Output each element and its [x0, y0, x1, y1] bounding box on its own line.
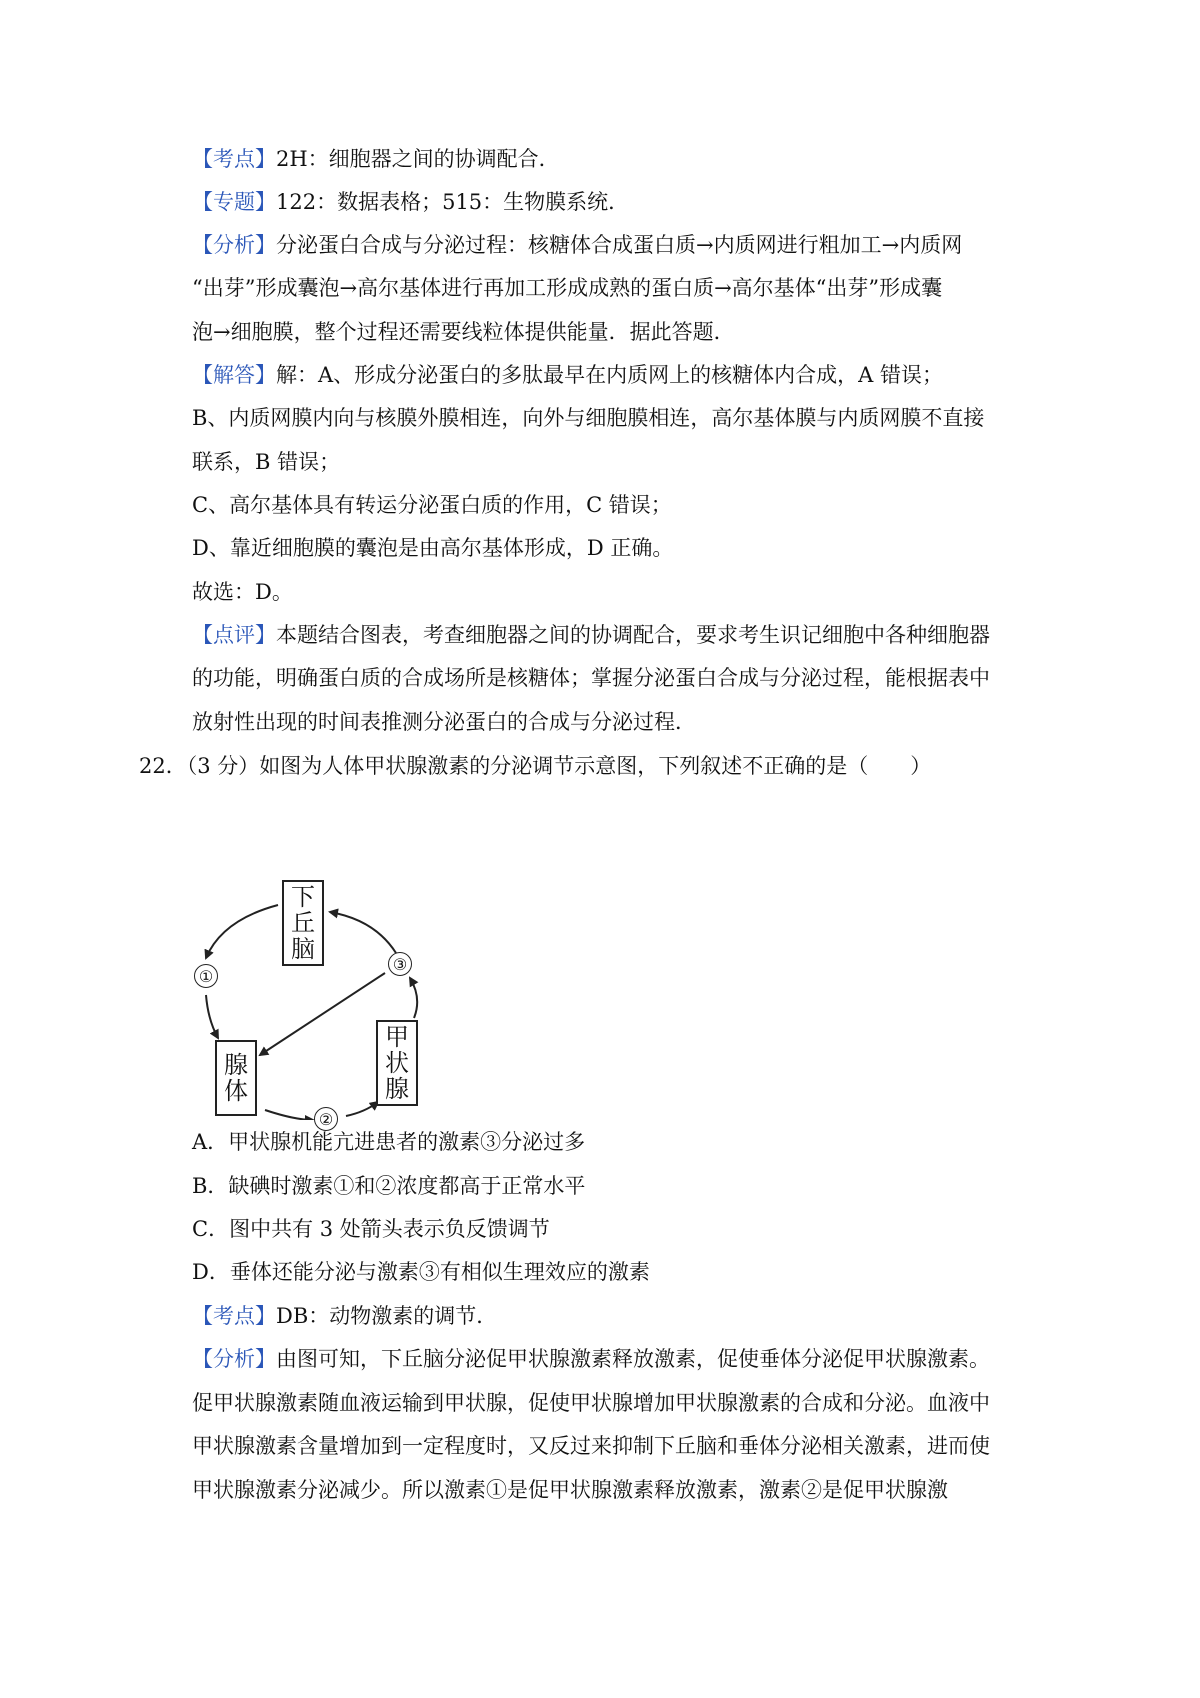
- jieda-text-5: D、靠近细胞膜的囊泡是由高尔基体形成，D 正确。: [192, 536, 674, 560]
- answer-text: 故选：D。: [192, 580, 293, 604]
- jieda-line-3: [192, 448, 340, 476]
- option-d-text: D．垂体还能分泌与激素③有相似生理效应的激素: [192, 1260, 650, 1284]
- question-number: 22．: [139, 754, 187, 778]
- fenxi-text-b2: 促甲状腺激素随血液运输到甲状腺，促使甲状腺增加甲状腺激素的合成和分泌。血液中: [192, 1391, 990, 1415]
- fenxi-text-3: 泡→细胞膜，整个过程还需要线粒体提供能量．据此答题．: [192, 320, 735, 344]
- jieda-text: 解：A、形成分泌蛋白的多肽最早在内质网上的核糖体内合成，A 错误；: [276, 363, 944, 387]
- option-c: [192, 1215, 550, 1243]
- label-1: ①: [194, 964, 218, 988]
- hypothalamus-box: [282, 880, 324, 966]
- option-a: [192, 1128, 585, 1156]
- fenxi-tag: 【分析】: [192, 233, 276, 257]
- option-d: [192, 1258, 650, 1286]
- fenxi-line-b3: [192, 1432, 990, 1460]
- option-a-text: A．甲状腺机能亢进患者的激素③分泌过多: [192, 1130, 586, 1154]
- pituitary-char-1: 腺: [224, 1051, 248, 1079]
- thyroid-regulation-diagram: [198, 880, 460, 1129]
- thyroid-box: [376, 1020, 418, 1106]
- question-text: （3 分）如图为人体甲状腺激素的分泌调节示意图，下列叙述不正确的是（ ）: [186, 754, 932, 778]
- dianping-tag: 【点评】: [192, 623, 276, 647]
- hypothalamus-char-3: 脑: [291, 935, 315, 963]
- fenxi-text: 分泌蛋白合成与分泌过程：核糖体合成蛋白质→内质网进行粗加工→内质网: [276, 233, 963, 257]
- option-b: [192, 1172, 585, 1200]
- fenxi-line-3: [192, 318, 735, 346]
- jieda-line-5: [192, 534, 673, 562]
- fenxi-line-b2: [192, 1389, 990, 1417]
- fenxi-text-b: 由图可知，下丘脑分泌促甲状腺激素释放激素，促使垂体分泌促甲状腺激素。: [276, 1347, 990, 1371]
- thyroid-char-2: 状: [385, 1049, 409, 1077]
- hypothalamus-char-2: 丘: [291, 909, 315, 937]
- fenxi-text-2: “出芽”形成囊泡→高尔基体进行再加工形成成熟的蛋白质→高尔基体“出芽”形成囊: [192, 276, 943, 300]
- fenxi-text-b3: 甲状腺激素含量增加到一定程度时，又反过来抑制下丘脑和垂体分泌相关激素，进而使: [192, 1434, 990, 1458]
- hypothalamus-char-1: 下: [291, 883, 315, 911]
- answer-line: [192, 578, 293, 606]
- dianping-text-3: 放射性出现的时间表推测分泌蛋白的合成与分泌过程．: [192, 710, 696, 734]
- question-22: [139, 752, 931, 780]
- jieda-text-4: C、高尔基体具有转运分泌蛋白质的作用，C 错误；: [192, 493, 672, 517]
- thyroid-char-1: 甲: [385, 1023, 409, 1051]
- fenxi-line-b4: [192, 1476, 948, 1504]
- jieda-tag: 【解答】: [192, 363, 276, 387]
- thyroid-char-3: 腺: [385, 1075, 409, 1103]
- dianping-text-2: 的功能，明确蛋白质的合成场所是核糖体；掌握分泌蛋白合成与分泌过程，能根据表中: [192, 666, 990, 690]
- kaodian-text: 2H：细胞器之间的协调配合．: [276, 147, 560, 171]
- kaodian-line-2: [192, 1302, 497, 1330]
- dianping-text: 本题结合图表，考查细胞器之间的协调配合，要求考生识记细胞中各种细胞器: [276, 623, 990, 647]
- label-3: ③: [388, 952, 412, 976]
- pituitary-char-2: 体: [224, 1077, 248, 1105]
- zhuanti-text: 122：数据表格；515：生物膜系统．: [276, 190, 630, 214]
- fenxi-line-b: [192, 1345, 990, 1373]
- option-b-text: B．缺碘时激素①和②浓度都高于正常水平: [192, 1174, 586, 1198]
- jieda-line-4: [192, 491, 672, 519]
- kaodian-line: [192, 145, 560, 173]
- jieda-text-2: B、内质网膜内向与核膜外膜相连，向外与细胞膜相连，高尔基体膜与内质网膜不直接: [192, 406, 985, 430]
- jieda-line: [192, 361, 943, 389]
- fenxi-line-2: [192, 274, 942, 302]
- fenxi-tag-b: 【分析】: [192, 1347, 276, 1371]
- label-2: ②: [314, 1107, 338, 1131]
- zhuanti-line: [192, 188, 629, 216]
- dianping-line-2: [192, 664, 990, 692]
- option-c-text: C．图中共有 3 处箭头表示负反馈调节: [192, 1217, 550, 1241]
- jieda-text-3: 联系，B 错误；: [192, 450, 341, 474]
- fenxi-text-b4: 甲状腺激素分泌减少。所以激素①是促甲状腺激素释放激素，激素②是促甲状腺激: [192, 1478, 948, 1502]
- zhuanti-tag: 【专题】: [192, 190, 276, 214]
- pituitary-box: [215, 1040, 257, 1116]
- jieda-line-2: [192, 404, 984, 432]
- kaodian-text-2: DB：动物激素的调节．: [276, 1304, 498, 1328]
- dianping-line-3: [192, 708, 696, 736]
- kaodian-tag-2: 【考点】: [192, 1304, 276, 1328]
- dianping-line: [192, 621, 990, 649]
- fenxi-line: [192, 231, 962, 259]
- kaodian-tag: 【考点】: [192, 147, 276, 171]
